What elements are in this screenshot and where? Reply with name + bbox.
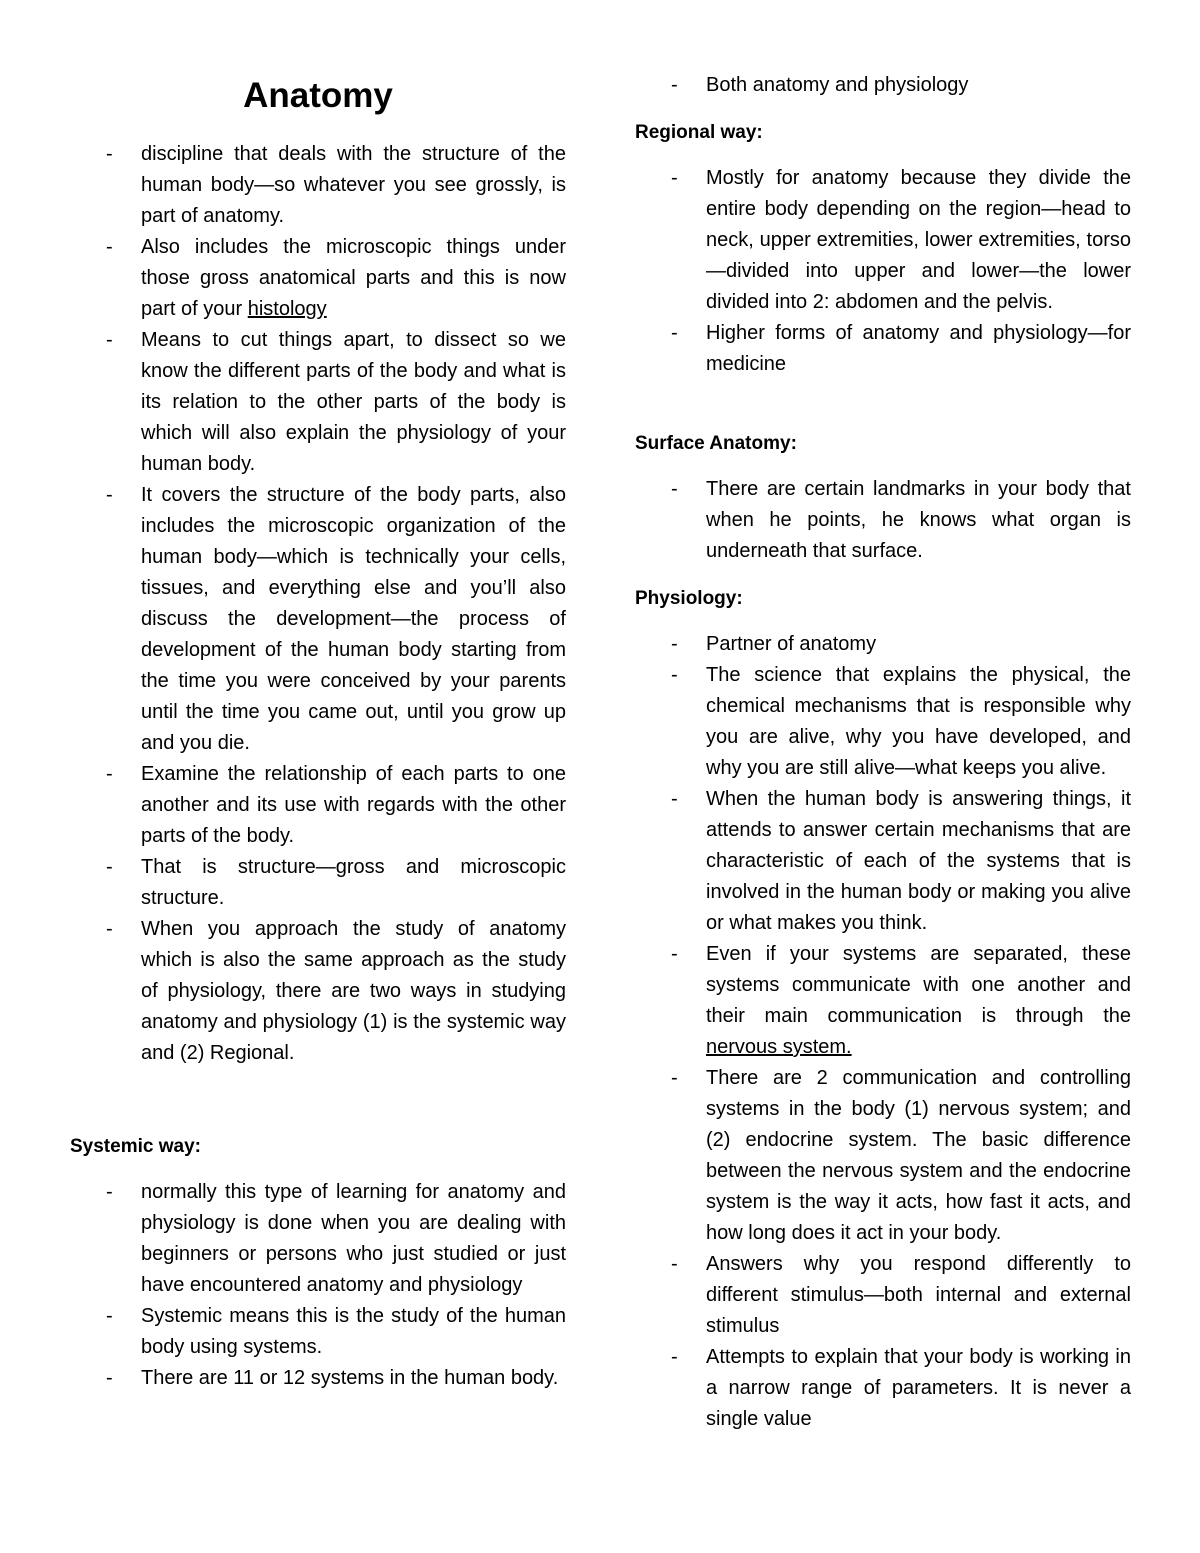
list-item-text: Examine the relationship of each parts to one another and its use with regards with the other parts of the body.: [141, 763, 566, 847]
list-item: [635, 1342, 1131, 1435]
page-title: Anatomy: [243, 76, 393, 115]
list-item: [635, 474, 1131, 567]
systemic-heading: Systemic way:: [70, 1136, 201, 1157]
list-item-text: It covers the structure of the body parts, also includes the microscopic organization of the human body—which is technically your cells, tissues, and everything else and you’ll also discuss the development—the process of development of the human body starting from the time you were conceived by your parents until the time you came out, until you grow up and you die.: [141, 484, 566, 754]
list-item: [70, 325, 566, 480]
list-item: [70, 759, 566, 852]
list-item: [70, 139, 566, 232]
surface-heading: Surface Anatomy:: [635, 433, 797, 454]
list-item-text: Higher forms of anatomy and physiology—for medicine: [706, 322, 1131, 375]
list-item-text: normally this type of learning for anatomy and physiology is done when you are dealing with beginners or persons who just studied or just have encountered anatomy and physiology: [141, 1181, 566, 1296]
list-item-text: When the human body is answering things, it attends to answer certain mechanisms that are characteristic of each of the systems that is involved in the human body or making you alive or what makes you think.: [706, 788, 1131, 934]
list-item-text: Both anatomy and physiology: [706, 74, 969, 96]
systemic-list: [70, 1177, 566, 1394]
list-item: [635, 70, 1131, 101]
list-item-text: Attempts to explain that your body is working in a narrow range of parameters. It is never a single value: [706, 1346, 1131, 1430]
list-item: [635, 318, 1131, 380]
list-item-text: There are certain landmarks in your body that when he points, he knows what organ is underneath that surface.: [706, 478, 1131, 562]
list-item-text: Means to cut things apart, to dissect so we know the different parts of the body and what is its relation to the other parts of the body is which will also explain the physiology of your human body.: [141, 329, 566, 475]
list-item-text: That is structure—gross and microscopic structure.: [141, 856, 566, 909]
systemic-section: [70, 1131, 566, 1162]
list-item: [635, 629, 1131, 660]
list-item-text: Even if your systems are separated, these systems communicate with one another and their main communication is through the: [706, 943, 1131, 1027]
list-item: [70, 914, 566, 1069]
list-item-text: Mostly for anatomy because they divide the entire body depending on the region—head to neck, upper extremities, lower extremities, torso—divided into upper and lower—the lower divided into 2: abdomen and the pelvis.: [706, 167, 1131, 313]
list-item: [635, 939, 1131, 1063]
physiology-heading: Physiology:: [635, 588, 743, 609]
surface-list: [635, 474, 1131, 567]
regional-section: [635, 117, 1131, 148]
list-item-text: The science that explains the physical, the chemical mechanisms that is responsible why you are alive, why you have developed, and why you are still alive—what keeps you alive.: [706, 664, 1131, 779]
nervous-system-term: nervous system.: [706, 1036, 852, 1058]
list-item: [70, 1301, 566, 1363]
physiology-list: [635, 629, 1131, 1435]
right-top-list: [635, 70, 1131, 101]
list-item: [70, 480, 566, 759]
physiology-section: [635, 583, 1131, 614]
list-item-text: There are 2 communication and controlling systems in the body (1) nervous system; and (2) endocrine system. The basic difference between the nervous system and the endocrine system is the way it acts, how fast it acts, and how long does it act in your body.: [706, 1067, 1131, 1244]
list-item-text: Also includes the microscopic things under those gross anatomical parts and this is now part of your: [141, 236, 566, 320]
list-item: [635, 660, 1131, 784]
list-item: [635, 1249, 1131, 1342]
regional-list: [635, 163, 1131, 380]
list-item-text: There are 11 or 12 systems in the human body.: [141, 1367, 559, 1389]
list-item-text: Answers why you respond differently to different stimulus—both internal and external stimulus: [706, 1253, 1131, 1337]
histology-term: histology: [247, 298, 327, 320]
list-item: [70, 852, 566, 914]
list-item-text: discipline that deals with the structure of the human body—so whatever you see grossly, is part of anatomy.: [141, 143, 566, 227]
list-item-text: Systemic means this is the study of the human body using systems.: [141, 1305, 566, 1358]
list-item: [70, 232, 566, 325]
anatomy-definition-list: [70, 139, 566, 1069]
list-item: [70, 1363, 566, 1394]
list-item-text: When you approach the study of anatomy which is also the same approach as the study of physiology, there are two ways in studying anatomy and physiology (1) is the systemic way and (2) Regional.: [141, 918, 566, 1064]
list-item-text: Partner of anatomy: [706, 633, 877, 655]
list-item: [635, 163, 1131, 318]
list-item: [70, 1177, 566, 1301]
regional-heading: Regional way:: [635, 122, 763, 143]
list-item: [635, 1063, 1131, 1249]
surface-section: [635, 428, 1131, 459]
list-item: [635, 784, 1131, 939]
